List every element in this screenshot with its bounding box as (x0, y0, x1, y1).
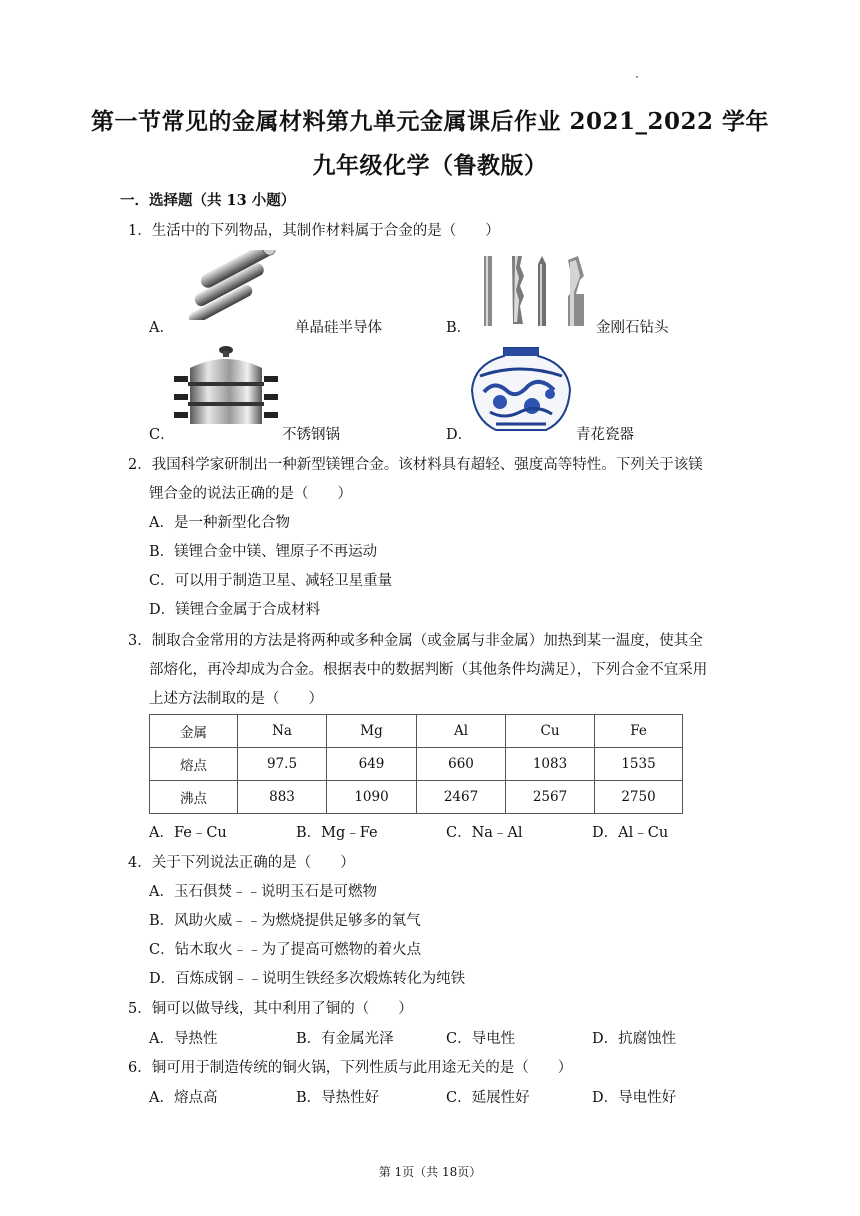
q1-option-c-text: 不锈钢锅 (282, 427, 340, 443)
q5-option-b: B．有金属光泽 (296, 1031, 394, 1047)
table-cell: Fe (595, 715, 683, 748)
q1-option-d-text: 青花瓷器 (576, 427, 634, 443)
q6-option-d: D．导电性好 (592, 1090, 677, 1106)
table-cell: 2467 (417, 781, 506, 814)
q3-option-d: D．Al﹣Cu (592, 825, 669, 841)
q5-stem: 5．铜可以做导线，其中利用了铜的（ ） (128, 1001, 413, 1017)
doc-title-line2: 九年级化学（鲁教版） (312, 152, 548, 179)
q1-option-b-letter: B． (446, 320, 472, 336)
table-header-row (150, 715, 683, 748)
steamer-pot-image (172, 344, 280, 428)
q3-option-c: C．Na﹣Al (446, 825, 523, 841)
table-cell: 649 (327, 748, 417, 781)
table-cell: 2567 (506, 781, 595, 814)
q3-option-a: A．Fe﹣Cu (149, 825, 227, 841)
table-cell: 1535 (595, 748, 683, 781)
q5-option-a: A．导热性 (149, 1031, 218, 1047)
dot-mark (636, 76, 638, 78)
q4-option-a: A．玉石俱焚﹣﹣说明玉石是可燃物 (149, 884, 377, 900)
table-row (150, 781, 683, 814)
q2-stem-line2: 锂合金的说法正确的是（ ） (149, 486, 352, 502)
silicon-rods-image (170, 250, 298, 320)
q1-option-c-letter: C． (149, 427, 175, 443)
q1-option-b-text: 金刚石钻头 (596, 320, 669, 336)
table-cell: 2750 (595, 781, 683, 814)
q4-stem: 4．关于下列说法正确的是（ ） (128, 855, 355, 871)
table-cell: 883 (238, 781, 327, 814)
table-cell: 1090 (327, 781, 417, 814)
table-cell: 熔点 (150, 748, 238, 781)
q1-option-a-letter: A． (149, 320, 174, 336)
q2-stem-line1: 2．我国科学家研制出一种新型镁锂合金。该材料具有超轻、强度高等特性。下列关于该镁 (128, 457, 703, 473)
q5-option-d: D．抗腐蚀性 (592, 1031, 677, 1047)
table-cell: Al (417, 715, 506, 748)
drill-bits-image (476, 254, 596, 328)
q1-stem: 1．生活中的下列物品，其制作材料属于合金的是（ ） (128, 223, 500, 239)
doc-title-line1: 第一节常见的金属材料第九单元金属课后作业 2021_2022 学年 (90, 108, 770, 135)
table-cell: Na (238, 715, 327, 748)
table-cell: Mg (327, 715, 417, 748)
table-cell: 660 (417, 748, 506, 781)
q6-option-c: C．延展性好 (446, 1090, 530, 1106)
table-cell: 1083 (506, 748, 595, 781)
table-row (150, 748, 683, 781)
table-cell: 沸点 (150, 781, 238, 814)
q2-option-c: C．可以用于制造卫星、减轻卫星重量 (149, 573, 393, 589)
q4-option-c: C．钻木取火﹣﹣为了提高可燃物的着火点 (149, 942, 422, 958)
table-cell: Cu (506, 715, 595, 748)
metal-properties-table (149, 714, 683, 814)
q6-option-b: B．导热性好 (296, 1090, 380, 1106)
q1-option-a-text: 单晶硅半导体 (295, 320, 382, 336)
table-cell: 97.5 (238, 748, 327, 781)
page-footer: 第 1页（共 18页） (378, 1165, 482, 1179)
q3-option-b: B．Mg﹣Fe (296, 825, 378, 841)
q4-option-b: B．风助火威﹣﹣为燃烧提供足够多的氧气 (149, 913, 421, 929)
q2-option-a: A．是一种新型化合物 (149, 515, 290, 531)
porcelain-vase-image (470, 346, 572, 432)
q6-option-a: A．熔点高 (149, 1090, 218, 1106)
table-cell: 金属 (150, 715, 238, 748)
q3-stem-line2: 部熔化，再冷却成为合金。根据表中的数据判断（其他条件均满足），下列合金不宜采用 (149, 662, 708, 678)
q1-option-d-letter: D． (446, 427, 473, 443)
q3-stem-line3: 上述方法制取的是（ ） (149, 691, 323, 707)
q4-option-d: D．百炼成钢﹣﹣说明生铁经多次煅炼转化为纯铁 (149, 971, 466, 987)
q5-option-c: C．导电性 (446, 1031, 516, 1047)
section-heading: 一．选择题（共 13 小题） (120, 192, 296, 209)
q2-option-b: B．镁锂合金中镁、锂原子不再运动 (149, 544, 378, 560)
q2-option-d: D．镁锂合金属于合成材料 (149, 602, 321, 618)
q6-stem: 6．铜可用于制造传统的铜火锅，下列性质与此用途无关的是（ ） (128, 1060, 573, 1076)
q3-stem-line1: 3．制取合金常用的方法是将两种或多种金属（或金属与非金属）加热到某一温度，使其全 (128, 633, 703, 649)
